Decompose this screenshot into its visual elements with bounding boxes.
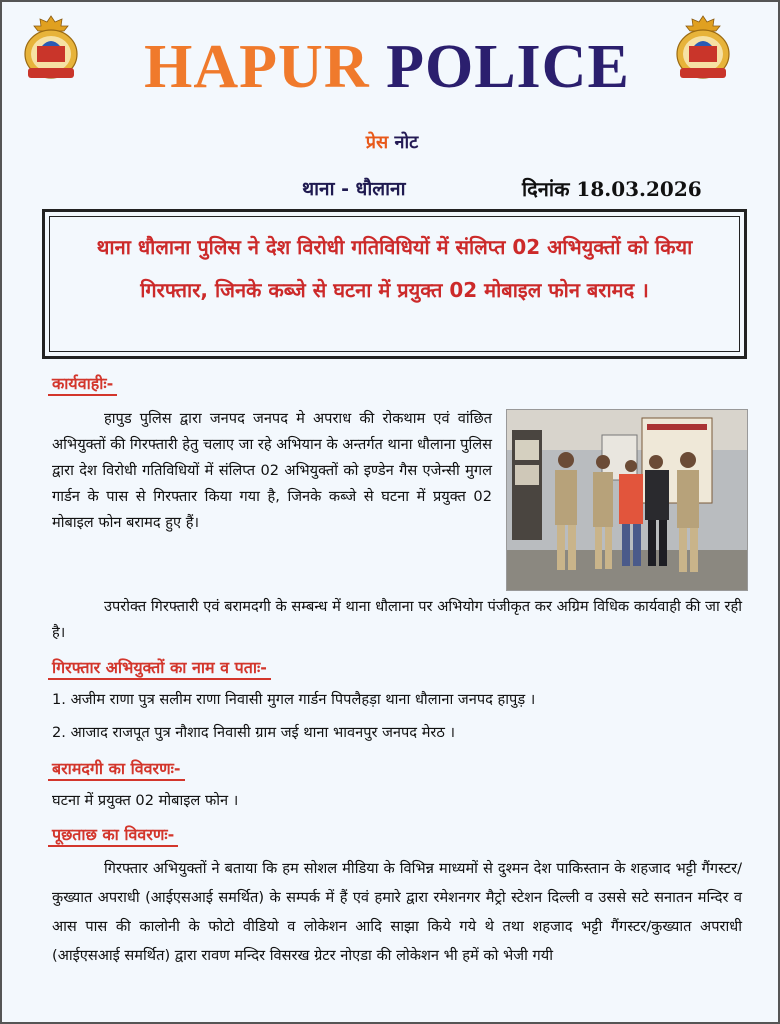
- headline-box: थाना धौलाना पुलिस ने देश विरोधी गतिविधियों में संलिप्त 02 अभियुक्तों को किया गिरफ्तार, जिनके कब्जे से घटना में प्रयुक्त 02 मोबाइल फोन बरामद ।: [42, 209, 747, 359]
- title-word-hapur: HAPUR: [144, 33, 370, 101]
- press-label: प्रेस: [365, 132, 389, 153]
- section-title-interrogation: पूछताछ का विवरणः-: [48, 823, 178, 847]
- section-title-recovery: बरामदगी का विवरणः-: [48, 757, 185, 781]
- recovery-text: घटना में प्रयुक्त 02 मोबाइल फोन ।: [52, 792, 239, 809]
- section-title-accused: गिरफ्तार अभियुक्तों का नाम व पताः-: [48, 656, 271, 680]
- action-paragraph-1: हापुड पुलिस द्वारा जनपद जनपद मे अपराध की रोकथाम एवं वांछित अभियुक्तों की गिरफ्तारी हेतु चलाए जा रहे अभियान के अन्तर्गत थाना धौलाना पुलिस द्वारा देश विरोधी गतिविधियों में संलिप्त 02 अभियुक्तों को इण्डेन गैस एजेन्सी मुगल गार्डन के पास से गिरफ्तार किया गया है, जिनके कब्जे से घटना में प्रयुक्त 02 मोबाइल फोन बरामद हुए हैं।: [52, 410, 492, 531]
- section-title-action: कार्यवाहीः-: [48, 372, 117, 396]
- accused-item-2: 2. आजाद राजपूत पुत्र नौशाद निवासी ग्राम जई थाना भावनपुर जनपद मेरठ ।: [52, 724, 456, 741]
- press-date: दिनांक 18.03.2026: [522, 177, 702, 201]
- interrogation-paragraph: गिरफ्तार अभियुक्तों ने बताया कि हम सोशल मीडिया के विभिन्न माध्यमों से दुश्मन देश पाकिस्तान के शहजाद भट्टी गैंगस्टर/कुख्यात अपराधी (आईएसआई समर्थित) के सम्पर्क में हैं एवं हमारे द्वारा रमेशनगर मैट्रो स्टेशन दिल्ली व उससे सटे सनातन मन्दिर व आस पास की कालोनी के फोटो वीडियो व लोकेशन आदि साझा किये गये थे तथा शहजाद भट्टी गैंगस्टर/कुख्यात अपराधी (आईएसआई समर्थित) द्वारा रावण मन्दिर विसरख ग्रेटर नोएडा की लोकेशन भी हमें को भेजी गयी: [52, 860, 742, 964]
- station-name: थाना - धौलाना: [302, 178, 406, 200]
- arrest-photo: [506, 409, 748, 591]
- title-word-police: POLICE: [386, 33, 630, 101]
- press-note-label: [2, 130, 780, 154]
- up-police-emblem-right-icon: [672, 14, 734, 84]
- action-paragraph-2: उपरोक्त गिरफ्तारी एवं बरामदगी के सम्बन्ध में थाना धौलाना पर अभियोग पंजीकृत कर अग्रिम विधिक कार्यवाही की जा रही है।: [52, 598, 742, 641]
- accused-item-1: 1. अजीम राणा पुत्र सलीम राणा निवासी मुगल गार्डन पिपलैहड़ा थाना धौलाना जनपद हापुड़ ।: [52, 691, 536, 708]
- page-title: [102, 32, 672, 102]
- note-label: नोट: [394, 132, 419, 153]
- up-police-emblem-left-icon: [20, 14, 82, 84]
